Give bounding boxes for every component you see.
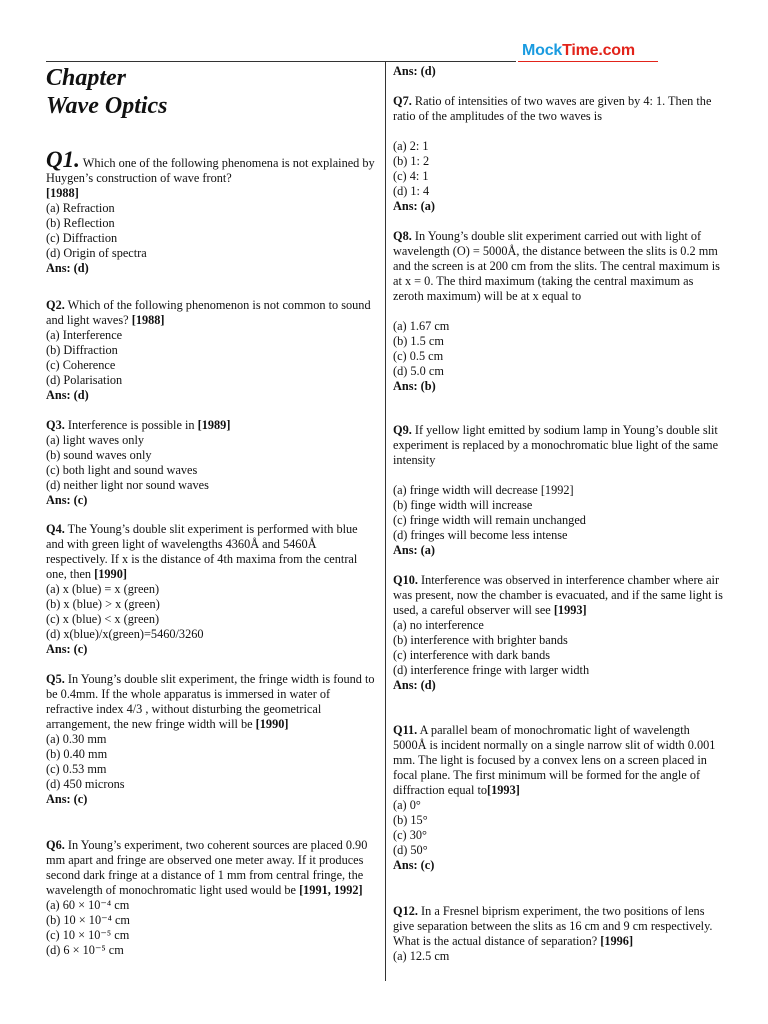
option: (d) x(blue)/x(green)=5460/3260 (46, 627, 204, 641)
header-rule (46, 61, 516, 62)
option: (c) interference with dark bands (393, 648, 551, 662)
option: (c) 10 × 10⁻⁵ cm (46, 928, 130, 942)
answer: Ans: (d) (46, 261, 89, 275)
question-7 (393, 94, 723, 214)
question-text: Q1. Which one of the following phenomena is not explained by Huygen’s construction of wave front? [1988] (46, 147, 375, 200)
option: (d) Origin of spectra (46, 246, 147, 260)
question-8 (393, 229, 723, 394)
answer: Ans: (c) (46, 493, 88, 507)
option: (d) 5.0 cm (393, 364, 444, 378)
option: (a) light waves only (46, 433, 145, 447)
chapter-title (46, 64, 168, 120)
question-6 (46, 838, 376, 958)
option: (a) 1.67 cm (393, 319, 450, 333)
question-10 (393, 573, 723, 693)
option: (d) 50° (393, 843, 428, 857)
option: (b) 1: 2 (393, 154, 430, 168)
question-text: Q9. If yellow light emitted by sodium lamp in Young’s double slit experiment is replaced by a monochromatic blue light of the same intensity (393, 423, 719, 467)
option: (d) Polarisation (46, 373, 123, 387)
option: (a) 12.5 cm (393, 949, 450, 963)
option: (c) 0.5 cm (393, 349, 444, 363)
question-text: Q12. In a Fresnel biprism experiment, the two positions of lens give separation between the slits as 16 cm and 9 cm respectively. What is the actual distance of separation? [1996] (393, 904, 713, 948)
question-1 (46, 147, 376, 276)
option: (a) 60 × 10⁻⁴ cm (46, 898, 130, 912)
question-text: Q2. Which of the following phenomenon is not common to sound and light waves? [1988] (46, 298, 371, 327)
option: (d) fringes will become less intense (393, 528, 568, 542)
answer: Ans: (d) (393, 64, 436, 78)
option: (a) fringe width will decrease [1992] (393, 483, 574, 497)
option: (a) 0.30 mm (46, 732, 107, 746)
chapter-name: Wave Optics (46, 93, 168, 119)
option: (b) interference with brighter bands (393, 633, 568, 647)
option: (a) Refraction (46, 201, 115, 215)
question-11 (393, 723, 723, 873)
answer: Ans: (c) (46, 792, 88, 806)
question-text: Q7. Ratio of intensities of two waves are given by 4: 1. Then the ratio of the amplitudes of the two waves is (393, 94, 712, 123)
chapter-label: Chapter (46, 65, 127, 91)
option: (d) interference fringe with larger width (393, 663, 590, 677)
question-12 (393, 904, 723, 964)
option: (c) 30° (393, 828, 427, 842)
question-text: Q8. In Young’s double slit experiment carried out with light of wavelength (O) = 5000Å, the distance between the slits is 0.2 mm and the screen is at 200 cm from the slits. The central maximum is at x = 0. The third maximum (taking the central maximum as zeroth maximum) will be at x equal to (393, 229, 720, 303)
option: (c) fringe width will remain unchanged (393, 513, 586, 527)
answer: Ans: (c) (46, 642, 88, 656)
answer: Ans: (a) (393, 543, 436, 557)
question-4 (46, 522, 376, 657)
option: (b) 10 × 10⁻⁴ cm (46, 913, 130, 927)
option: (b) Reflection (46, 216, 115, 230)
answer: Ans: (a) (393, 199, 436, 213)
site-logo[interactable]: MockTime.com (522, 42, 635, 59)
answer: Ans: (d) (393, 678, 436, 692)
carryover-answer (393, 64, 723, 79)
question-9 (393, 423, 723, 558)
option: (c) 4: 1 (393, 169, 429, 183)
option: (a) 0° (393, 798, 421, 812)
question-2 (46, 298, 376, 403)
answer: Ans: (d) (46, 388, 89, 402)
option: (b) sound waves only (46, 448, 152, 462)
column-divider (385, 61, 386, 981)
answer: Ans: (c) (393, 858, 435, 872)
option: (d) 450 microns (46, 777, 125, 791)
option: (d) 1: 4 (393, 184, 430, 198)
question-text: Q5. In Young’s double slit experiment, the fringe width is found to be 0.4mm. If the whole apparatus is immersed in water of refractive index 4/3 , without disturbing the geometrical arrangement, the new fringe width will be [1990] (46, 672, 375, 731)
option: (c) Diffraction (46, 231, 118, 245)
option: (b) finge width will increase (393, 498, 533, 512)
option: (a) no interference (393, 618, 484, 632)
option: (c) x (blue) < x (green) (46, 612, 160, 626)
option: (b) x (blue) > x (green) (46, 597, 160, 611)
question-text: Q11. A parallel beam of monochromatic light of wavelength 5000Å is incident normally on a single narrow slit of width 0.001 mm. The light is focused by a convex lens on a screen placed in focal plane. The first minimum will be formed for the angle of diffraction equal to[1993] (393, 723, 716, 797)
option: (b) Diffraction (46, 343, 118, 357)
question-text: Q3. Interference is possible in [1989] (46, 418, 231, 432)
option: (b) 1.5 cm (393, 334, 444, 348)
option: (d) 6 × 10⁻⁵ cm (46, 943, 124, 957)
option: (c) both light and sound waves (46, 463, 198, 477)
answer: Ans: (b) (393, 379, 436, 393)
question-text: Q6. In Young’s experiment, two coherent sources are placed 0.90 mm apart and fringe are observed one meter away. If it produces second dark fringe at a distance of 1 mm from central fringe, the wavelength of monochromatic light used would be [1991, 1992] (46, 838, 368, 897)
option: (c) 0.53 mm (46, 762, 107, 776)
question-5 (46, 672, 376, 807)
option: (b) 15° (393, 813, 428, 827)
option: (d) neither light nor sound waves (46, 478, 209, 492)
option: (c) Coherence (46, 358, 116, 372)
option: (a) 2: 1 (393, 139, 429, 153)
question-text: Q4. The Young’s double slit experiment is performed with blue and with green light of wavelengths 4360Å and 5460Å respectively. If x is the distance of 4th maxima from the central one, then [1990] (46, 522, 358, 581)
option: (b) 0.40 mm (46, 747, 108, 761)
question-text: Q10. Interference was observed in interference chamber where air was present, now the chamber is evacuated, and if the same light is used, a careful observer will see [1993] (393, 573, 723, 617)
question-3 (46, 418, 376, 508)
option: (a) x (blue) = x (green) (46, 582, 160, 596)
option: (a) Interference (46, 328, 123, 342)
logo-underline (518, 61, 658, 62)
